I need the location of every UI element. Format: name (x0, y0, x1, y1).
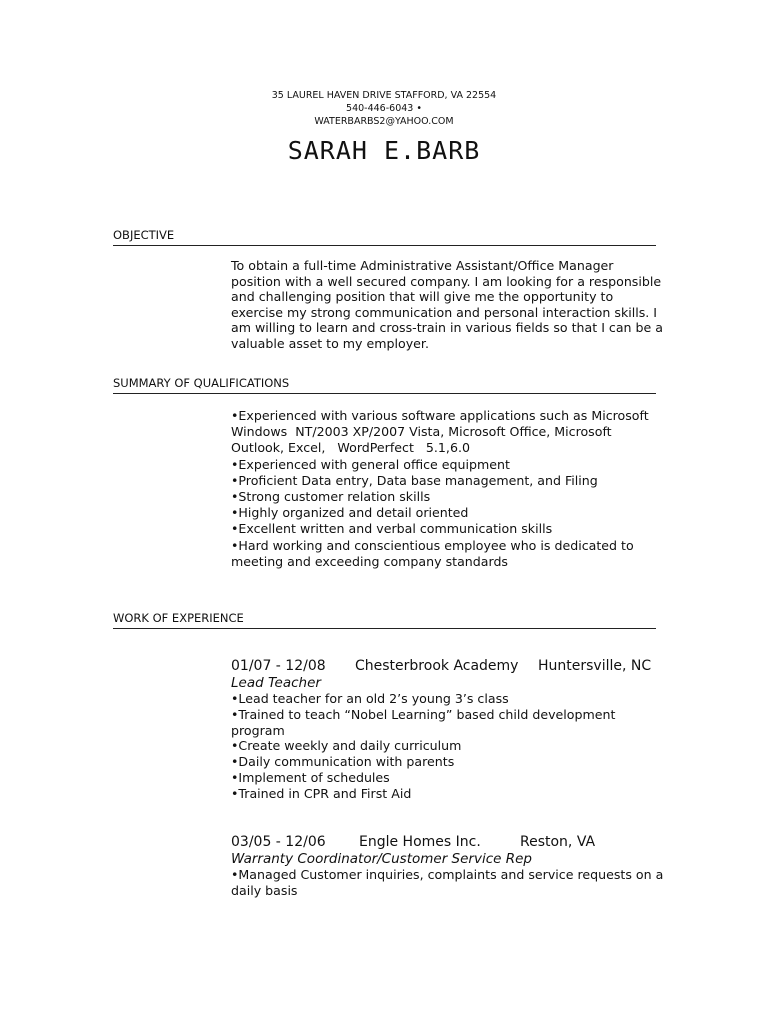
objective-text: To obtain a full-time Administrative Assistant/Office Manager position with a well secured company. I am looking for a responsible and challenging position that will give me the opportunity to exercise my strong communication and personal interaction skills. I am willing to learn and cross-train in various fields so that I can be a valuable asset to my employer. (231, 258, 663, 351)
job-dates: 01/07 - 12/08 (231, 658, 326, 674)
job-duty: •Create weekly and daily curriculum (231, 738, 462, 754)
job-title: Lead Teacher (231, 675, 321, 691)
job-duties (231, 691, 671, 802)
qualification-item: •Experienced with various software applications such as Microsoft Windows NT/2003 XP/2007 Vista, Microsoft Office, Microsoft Outlook, Excel, WordPerfect 5.1,6.0 (231, 408, 653, 456)
job-dates: 03/05 - 12/06 (231, 834, 326, 850)
objective-text-block (231, 258, 663, 351)
job-location: Reston, VA (520, 834, 596, 850)
job-entry (231, 833, 671, 899)
job-duties (231, 867, 671, 899)
qualification-item: •Experienced with general office equipment (231, 456, 510, 472)
job-duty: •Daily communication with parents (231, 754, 455, 770)
job-header (231, 833, 671, 851)
contact-email: WATERBARBS2@YAHOO.COM (314, 116, 454, 127)
contact-address: 35 LAUREL HAVEN DRIVE STAFFORD, VA 22554 (271, 90, 497, 101)
job-duty: •Lead teacher for an old 2’s young 3’s class (231, 691, 509, 706)
job-duty: •Managed Customer inquiries, complaints and service requests on a daily basis (231, 867, 664, 898)
qualification-item: •Strong customer relation skills (231, 489, 431, 505)
job-header (231, 657, 671, 675)
contact-phone: 540-446-6043 • (346, 103, 422, 114)
qualification-item: •Highly organized and detail oriented (231, 505, 469, 521)
experience-heading: WORK OF EXPERIENCE (113, 611, 656, 629)
job-entry (231, 657, 671, 802)
objective-heading: OBJECTIVE (113, 228, 656, 246)
qualifications-heading: SUMMARY OF QUALIFICATIONS (113, 376, 656, 394)
job-company: Engle Homes Inc. (359, 834, 481, 850)
job-duty: •Implement of schedules (231, 769, 390, 785)
contact-block (0, 89, 768, 128)
job-company: Chesterbrook Academy (355, 658, 519, 674)
job-title: Warranty Coordinator/Customer Service Rep (231, 851, 532, 867)
applicant-name: SARAH E.BARB (287, 136, 481, 165)
qualification-item: •Excellent written and verbal communication skills (231, 521, 553, 537)
job-duty: •Trained in CPR and First Aid (231, 785, 412, 801)
qualifications-list (231, 408, 663, 570)
job-location: Huntersville, NC (538, 658, 652, 674)
qualification-item: •Proficient Data entry, Data base management, and Filing (231, 472, 598, 488)
qualification-item: •Hard working and conscientious employee who is dedicated to meeting and exceeding company standards (231, 537, 638, 569)
job-duty: •Trained to teach “Nobel Learning” based child development program (231, 706, 616, 738)
